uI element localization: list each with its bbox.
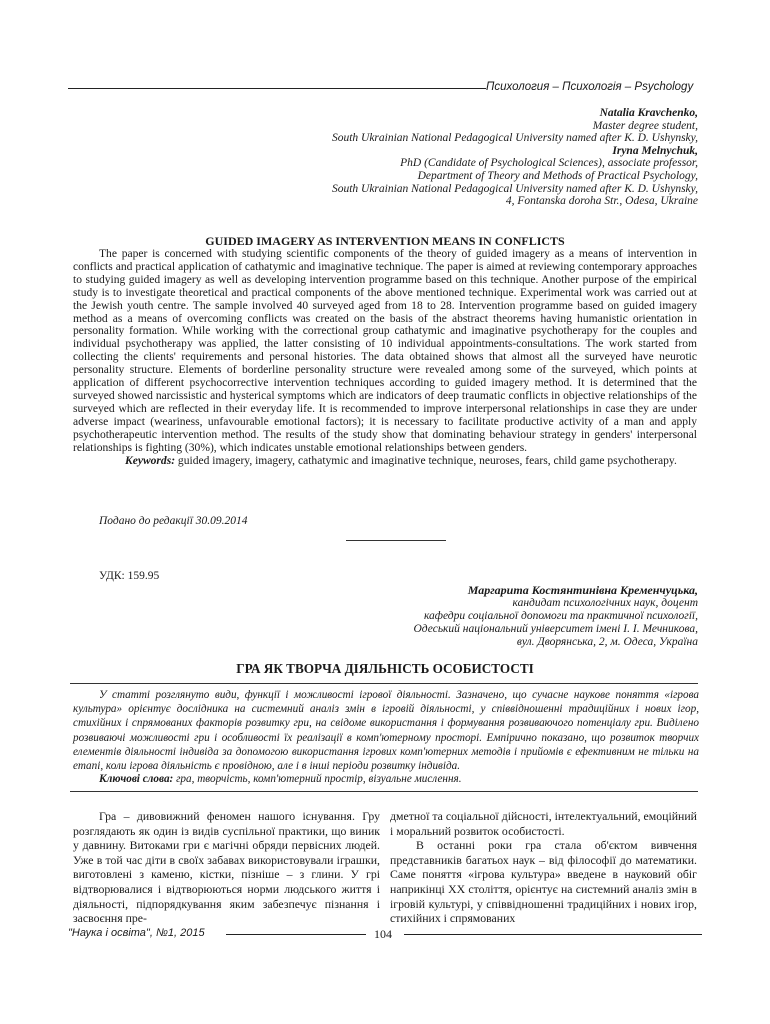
footer-rule-right <box>404 934 702 935</box>
author-name-2: Iryna Melnychuk, <box>612 144 698 157</box>
footer-rule-left <box>226 934 366 935</box>
keywords-en-text: guided imagery, imagery, cathatymic and imaginative technique, neuroses, fears, child game psychotherapy. <box>175 454 677 467</box>
author-affil-line: Master degree student, <box>592 119 698 132</box>
body-column-left <box>73 809 380 926</box>
footer-journal: "Наука і освіта", №1, 2015 <box>68 927 205 939</box>
abstract-ua-text: У статті розглянуто види, функції і можливості ігрової діяльності. Зазначено, що сучасне наукове поняття «ігрова культура» орієнтує дослідника на системний аналіз змін в ігровій діяльності, у співвідношенні традиційних і нових ігор, стихійних і спрямованих факторів розвитку гри, на свідоме використання і формування розвиваючого потенціалу гри. Виділено розвиваючі можливості гри і особливості їх реалізації в комп'ютерному просторі. Емпірично показано, що розвиток творчих елементів діяльності індивіда за допомогою використання ігрових комп'ютерних методів і прийомів є ефективним не тільки на етапі, коли ігрова діяльність є провідною, але і в інші періоди розвитку індивіда. <box>73 689 699 773</box>
author-affil-line: South Ukrainian National Pedagogical University named after K. D. Ushynsky, <box>331 132 698 145</box>
author-ua-line: кафедри соціальної допомоги та практичної психології, <box>423 610 698 623</box>
author-ua-line: кандидат психологічних наук, доцент <box>512 597 698 610</box>
body-paragraph: В останні роки гра стала об'єктом вивчення представників багатьох наук – від філософії до математики. Саме поняття «ігрова культура» введене в науковий обіг наприкінці XX століття, орієнтує на системний аналіз змін в ігровій культурі, у співвідношенні традиційних і нових ігор, стихійних і спрямованих <box>390 838 697 926</box>
author-ua-name: Маргарита Костянтинівна Кременчуцька, <box>467 583 698 597</box>
keywords-en <box>73 455 697 468</box>
author-ua <box>178 584 698 649</box>
article-title-ua: ГРА ЯК ТВОРЧА ДІЯЛЬНІСТЬ ОСОБИСТОСТІ <box>236 661 534 676</box>
author-name-1: Natalia Kravchenko, <box>599 107 698 119</box>
abstract-top-rule <box>70 683 698 684</box>
header-rule <box>68 88 486 89</box>
keywords-ua-label: Ключові слова: <box>99 773 174 785</box>
page-number: 104 <box>374 927 392 941</box>
author-ua-line: Одеський національний університет імені І. І. Мечникова, <box>413 623 698 636</box>
author-affil-line: Department of Theory and Methods of Practical Psychology, <box>417 169 698 182</box>
abstract-en-text: The paper is concerned with studying scientific components of the theory of guided imagery as a means of intervention in conflicts and practical application of cathatymic and imaginative technique. The paper is aimed at reviewing contemporary approaches to studying guided imagery as well as developing intervention programme based on this technique. Another purpose of the empirical study is to investigate theoretical and practical components of the above mentioned technique. Experimental work was carried out at the Jewish youth centre. The sample involved 40 surveyed aged from 18 to 28. Intervention programme based on guided imagery method as a means of overcoming conflicts was created on the basis of the abstract theorems having humanistic orientation in personality formation. While working with the correctional group cathatymic and imaginative psychotherapy for the couples and individual psychotherapy was applied, the latter consisting of 10 individual appointments-consultations. The work started from collecting the clients' requirements and personal histories. The data obtained shows that almost all the surveyed have neurotic personality structure. Elements of borderline personality structure were revealed among some of the surveyed, which points at application of different psychocorrective intervention techniques according to guided imagery method. It is determined that the surveyed showed narcissistic and hysterical symptoms which are indicators of deep traumatic conflicts in objective relationships of the surveyed which are reflected in their everyday life. It is recommended to improve interpersonal relationships in case they are under adverse impact (weariness, unfavourable emotional factors); it is necessary to facilitate productive activity of a man and apply psychotherapeutic intervention method. The results of the study show that dominating behaviour strategy in genders' interpersonal relationships is fighting (30%), which indicates unstable emotional relationships between genders. <box>73 248 697 454</box>
keywords-ua-text: гра, творчість, комп'ютерний простір, візуальне мислення. <box>173 773 462 785</box>
abstract-bottom-rule <box>70 791 698 792</box>
keywords-en-label: Keywords: <box>125 454 176 467</box>
udk-code: УДК: 159.95 <box>99 570 160 582</box>
separator-rule <box>346 540 446 541</box>
author-ua-line: вул. Дворянська, 2, м. Одеса, Україна <box>516 636 698 649</box>
submitted-date: Подано до редакції 30.09.2014 <box>99 515 248 527</box>
author-affil-line: PhD (Candidate of Psychological Sciences), associate professor, <box>400 157 698 170</box>
abstract-ua <box>73 688 699 773</box>
article-title-en: GUIDED IMAGERY AS INTERVENTION MEANS IN CONFLICTS <box>205 234 565 248</box>
body-paragraph: Гра – дивовижний феномен нашого існування. Гру розглядають як один із видів суспільної практики, що виник у давнину. Витоками гри є магічні обряди первісних людей. Уже в той час діти в своїх забавах використовували іграшки, виготовлені з каменю, кістки, пізніше – з глини. У грі відтворювалися і відтворюються норми людського життя і діяльності, підпорядкування яким забезпечує пізнання і засвоєння пре- <box>73 809 380 926</box>
abstract-en <box>73 248 697 467</box>
body-column-right <box>390 809 697 926</box>
authors-en <box>98 107 698 208</box>
running-title: Психология – Психологія – Psychology <box>486 81 694 93</box>
author-affil-line: South Ukrainian National Pedagogical University named after K. D. Ushynsky, <box>331 182 698 195</box>
body-paragraph: дметної та соціальної дійсності, інтелектуальний, емоційний і моральний розвиток особистості. <box>390 809 697 838</box>
author-affil-line: 4, Fontanska doroha Str., Odesa, Ukraine <box>505 195 698 208</box>
keywords-ua <box>99 773 462 785</box>
